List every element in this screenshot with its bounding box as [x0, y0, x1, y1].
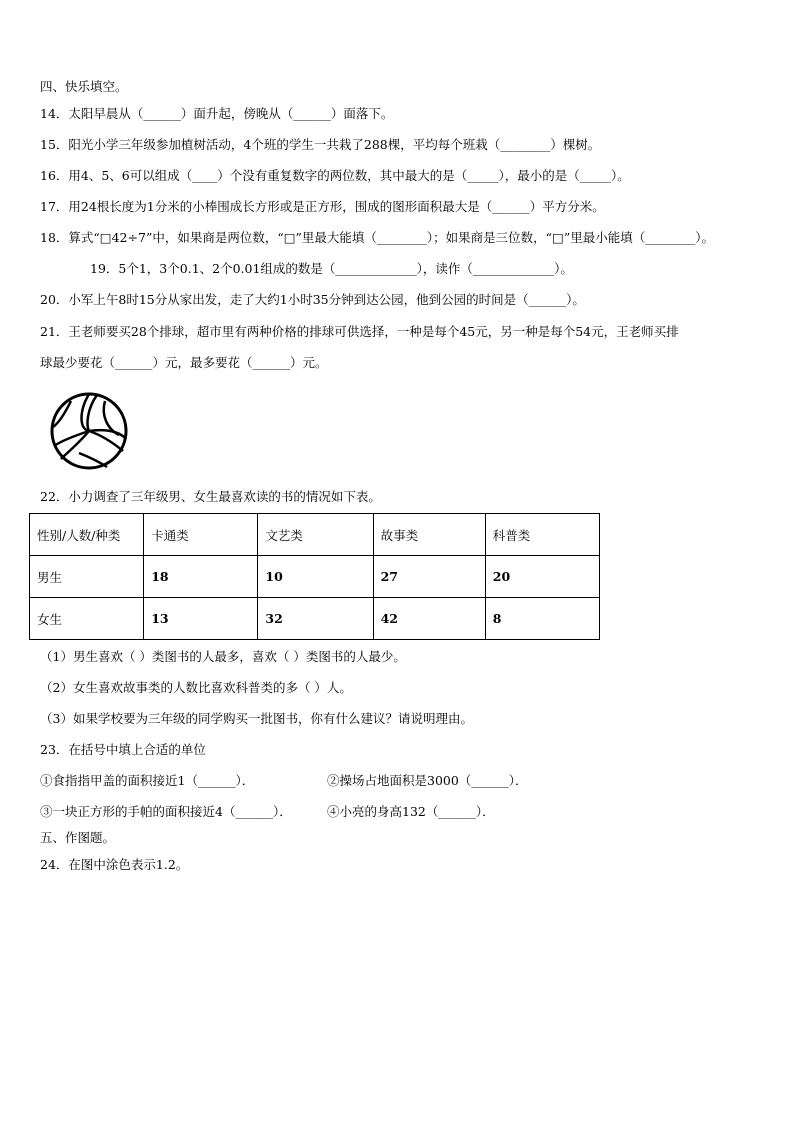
- volleyball-image: [49, 391, 129, 471]
- question-15: 15．阳光小学三年级参加植树活动，4个班的学生一共栽了288棵，平均每个班栽（________）棵树。: [40, 137, 601, 152]
- table-cell: 10: [258, 556, 373, 598]
- row-label: 男生: [30, 556, 144, 598]
- question-22-sub-3: （3）如果学校要为三年级的同学购买一批图书，你有什么建议？请说明理由。: [40, 711, 473, 726]
- books-survey-table: [29, 513, 600, 640]
- question-18: 18．算式“□42÷7”中，如果商是两位数，“□”里最大能填（________）；如果商是三位数，“□”里最小能填（________）。: [40, 230, 715, 245]
- question-22-sub-1: （1）男生喜欢（ ）类图书的人最多，喜欢（ ）类图书的人最少。: [40, 649, 406, 664]
- table-header-cell: 卡通类: [144, 514, 258, 556]
- table-cell: 27: [373, 556, 485, 598]
- section-4-title: 四、快乐填空。: [40, 79, 128, 94]
- question-20: 20．小军上午8时15分从家出发，走了大约1小时35分钟到达公园，他到公园的时间是（______）。: [40, 292, 585, 307]
- question-21-line-1: 21．王老师要买28个排球，超市里有两种价格的排球可供选择，一种是每个45元，另一种是每个54元，王老师买排: [40, 324, 679, 339]
- section-5-title: 五、作图题。: [40, 830, 116, 845]
- table-row: [30, 556, 600, 598]
- question-22-sub-2: （2）女生喜欢故事类的人数比喜欢科普类的多（ ）人。: [40, 680, 352, 695]
- question-21-line-2: 球最少要花（______）元，最多要花（______）元。: [40, 355, 328, 370]
- question-23-item-1: ①食指指甲盖的面积接近1（______）．: [40, 773, 255, 788]
- question-23-item-4: ④小亮的身高132（______）．: [327, 804, 495, 819]
- table-cell: 13: [144, 598, 258, 640]
- question-19: 19．5个1，3个0.1、2个0.01组成的数是（_____________），读作（_____________）。: [90, 261, 573, 276]
- question-23-item-3: ③一块正方形的手帕的面积接近4（______）．: [40, 804, 292, 819]
- question-22: 22．小力调查了三年级男、女生最喜欢读的书的情况如下表。: [40, 489, 381, 504]
- row-label: 女生: [30, 598, 144, 640]
- table-cell: 42: [373, 598, 485, 640]
- table-header-cell: 性别/人数/种类: [30, 514, 144, 556]
- table-header-row: [30, 514, 600, 556]
- table-row: [30, 598, 600, 640]
- question-16: 16．用4、5、6可以组成（____）个没有重复数字的两位数，其中最大的是（_____），最小的是（_____）。: [40, 168, 630, 183]
- table-header-cell: 文艺类: [258, 514, 373, 556]
- table-header-cell: 科普类: [485, 514, 599, 556]
- table-cell: 8: [485, 598, 599, 640]
- table-cell: 20: [485, 556, 599, 598]
- question-23-item-2: ②操场占地面积是3000（______）．: [327, 773, 528, 788]
- question-24: 24．在图中涂色表示1.2。: [40, 857, 189, 872]
- question-23: 23．在括号中填上合适的单位: [40, 742, 206, 757]
- question-14: 14．太阳早晨从（______）面升起，傍晚从（______）面落下。: [40, 106, 394, 121]
- table-header-cell: 故事类: [373, 514, 485, 556]
- table-cell: 32: [258, 598, 373, 640]
- question-17: 17．用24根长度为1分米的小棒围成长方形或是正方形，围成的图形面积最大是（______）平方分米。: [40, 199, 605, 214]
- table-cell: 18: [144, 556, 258, 598]
